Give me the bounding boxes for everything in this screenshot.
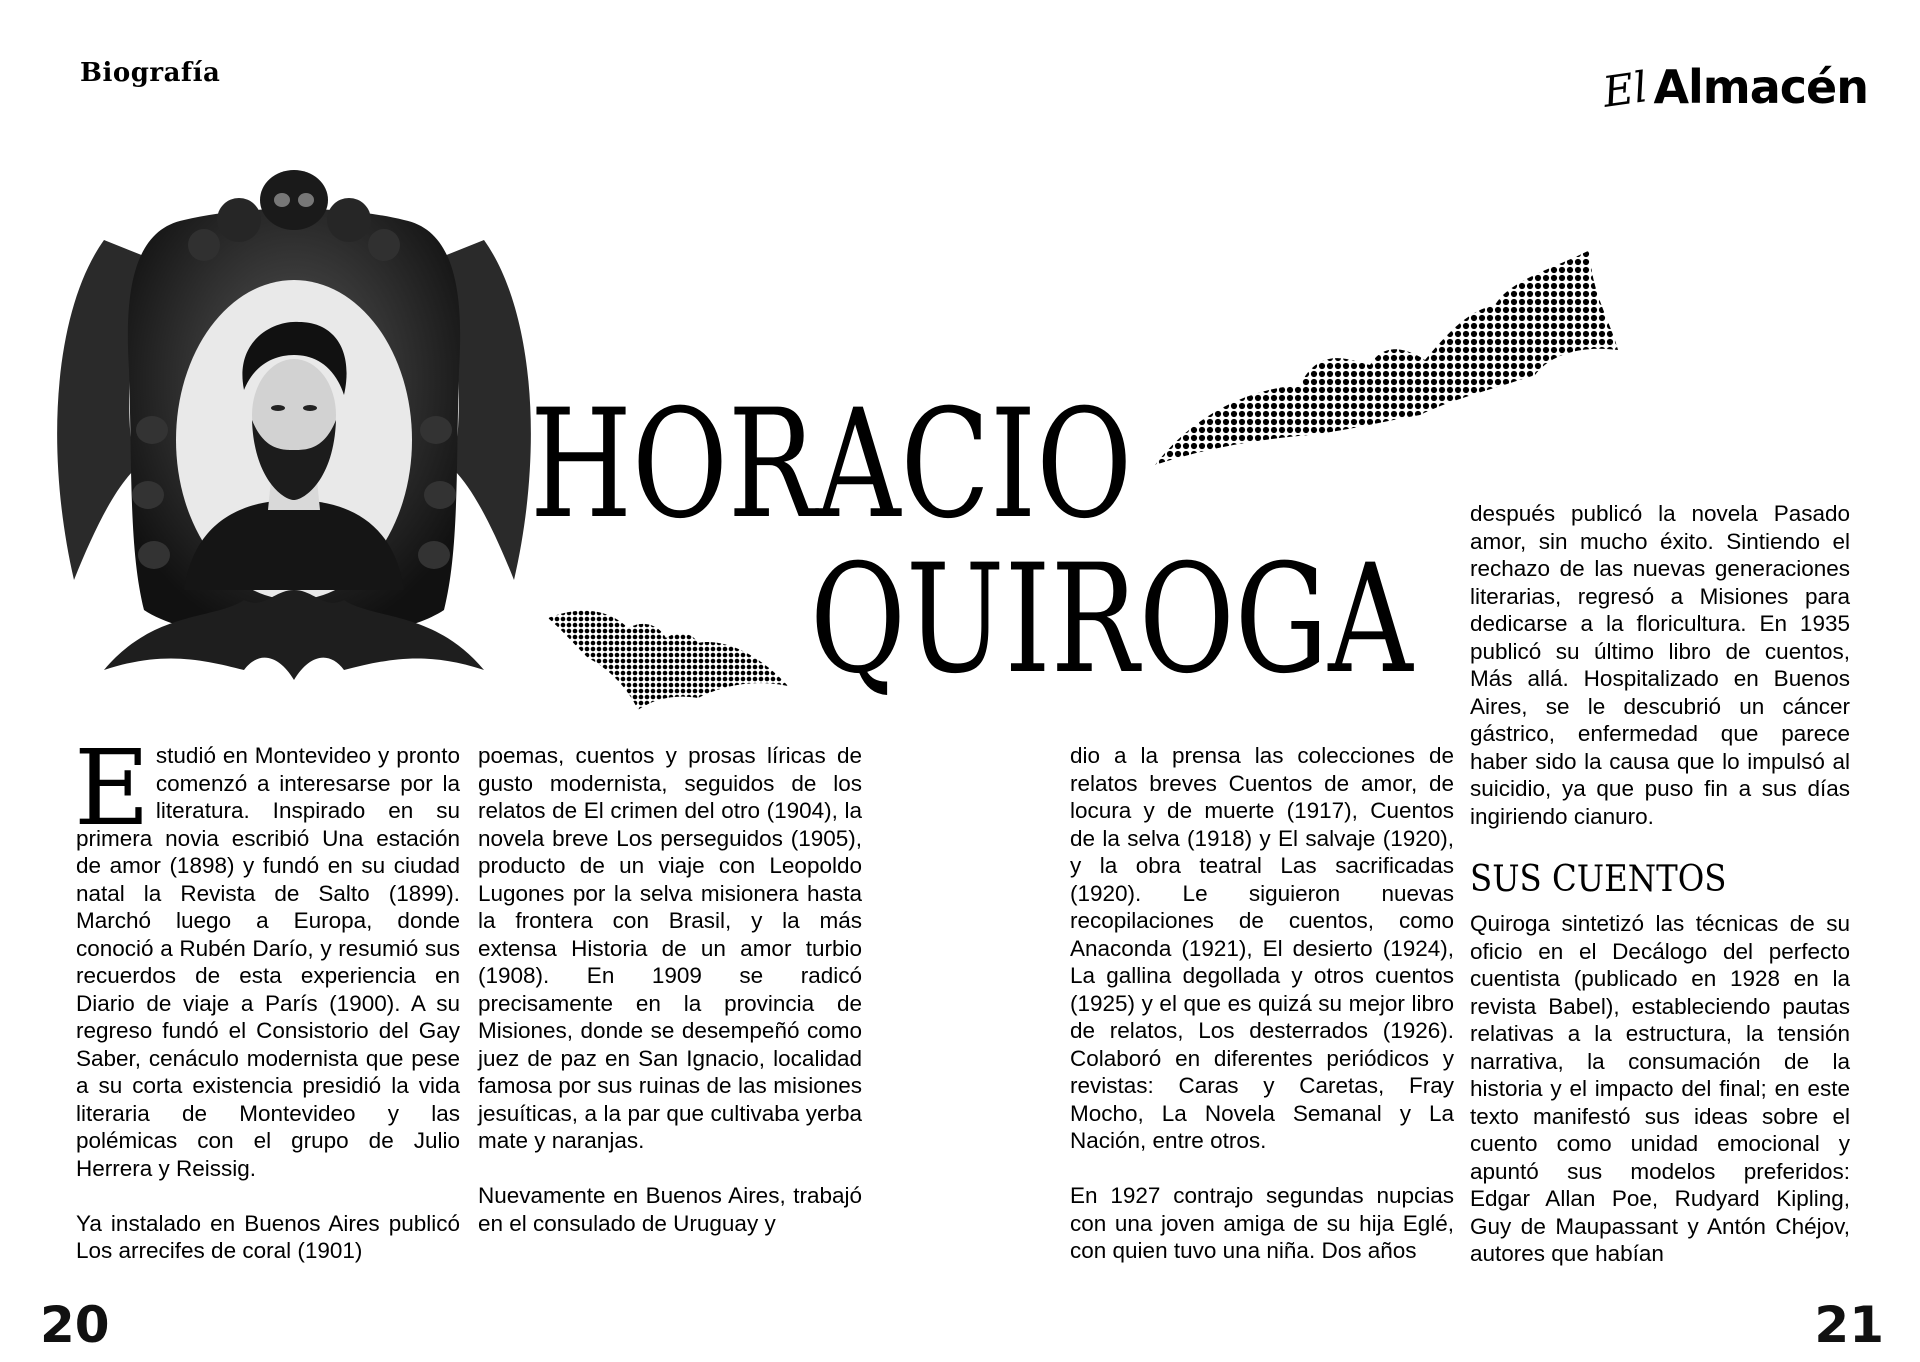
text-column-4 [1470, 500, 1850, 1268]
paragraph [74, 727, 460, 1182]
text-column-2 [478, 742, 862, 1237]
page-number-left: 20 [40, 1296, 110, 1354]
logo-prefix: El [1600, 62, 1651, 117]
paragraph: dio a la prensa las colecciones de relatos breves Cuentos de amor, de locura y de muerte (1917), Cuentos de la selva (1918) y El salvaje (1920), y la obra teatral Las sacrificadas (1920). Le siguieron nuevas recopilaciones de cuentos, como Anaconda (1921), El desierto (1924), La gallina degollada y otros cuentos (1925) y el que es quizá su mejor libro de relatos, Los desterrados (1926). Colaboró en diferentes periódicos y revistas: Caras y Caretas, Fray Mocho, La Novela Semanal y La Nación, entre otros. [1070, 743, 1454, 1153]
paragraph: Quiroga sintetizó las técnicas de su oficio en el Decálogo del perfecto cuentista (publicado en 1928 en la revista Babel), estableciendo pautas relativas a la estructura, la tensión narrativa, la consumación de la historia y el impacto del final; en este texto manifestó sus ideas sobre el cuento como unidad emocional y apuntó sus modelos preferidos: Edgar Allan Poe, Rudyard Kipling, Guy de Maupassant y Antón Chéjov, autores que habían [1470, 911, 1850, 1266]
magazine-logo [1600, 44, 1868, 117]
title-line-2: QUIROGA [810, 533, 1413, 707]
paragraph: poemas, cuentos y prosas líricas de gusto modernista, seguidos de los relatos de El crimen del otro (1904), la novela breve Los perseguidos (1905), producto de un viaje con Leopoldo Lugones por la selva misionera hasta la frontera con Brasil, y la más extensa Historia de un amor turbio (1908). En 1909 se radicó precisamente en la provincia de Misiones, donde se desempeñó como juez de paz en San Ignacio, localidad famosa por sus ruinas de las misiones jesuíticas, a la par que cultivaba yerba mate y naranjas. [478, 743, 862, 1153]
ornate-skull-frame-portrait [44, 150, 544, 690]
skull-icon [260, 170, 328, 230]
logo-main: Almacén [1653, 60, 1868, 114]
paragraph: En 1927 contrajo segundas nupcias con una joven amiga de su hija Eglé, con quien tuvo una niña. Dos años [1070, 1183, 1454, 1263]
halftone-bat-icon [1150, 250, 1620, 480]
page-number-right: 21 [1814, 1296, 1884, 1354]
section-label: Biografía [80, 58, 221, 88]
drop-cap: E [74, 727, 150, 849]
title-line-1: HORACIO [530, 378, 1133, 552]
text-column-1 [74, 727, 460, 1265]
paragraph: después publicó la novela Pasado amor, sin mucho éxito. Sintiendo el rechazo de las nuevas generaciones literarias, regresó a Misiones para dedicarse a la floricultura. En 1935 publicó su último libro de cuentos, Más allá. Hospitalizado en Buenos Aires, se le descubrió un cáncer gástrico, enfermedad que parece haber sido la causa que lo impulsó al suicidio, ya que puso fin a sus días ingiriendo cianuro. [1470, 501, 1850, 829]
subheading: SUS CUENTOS [1470, 859, 1727, 900]
halftone-bat-icon [548, 598, 788, 710]
paragraph-text: studió en Montevideo y pronto comenzó a interesarse por la literatura. Inspirado en su primera novia escribió Una estación de amor (1898) y fundó en su ciudad natal la Revista de Salto (1899). Marchó luego a Europa, donde conoció a Rubén Darío, y resumió sus recuerdos de esta experiencia en Diario de viaje a París (1900). A su regreso fundó el Consistorio del Gay Saber, cenáculo modernista que pese a su corta existencia presidió la vida literaria de Montevideo y las polémicas con el grupo de Julio Herrera y Reissig. [76, 743, 460, 1181]
paragraph: Nuevamente en Buenos Aires, trabajó en el consulado de Uruguay y [478, 1183, 862, 1236]
paragraph: Ya instalado en Buenos Aires publicó Los arrecifes de coral (1901) [76, 1210, 460, 1263]
text-column-3 [1070, 742, 1454, 1265]
